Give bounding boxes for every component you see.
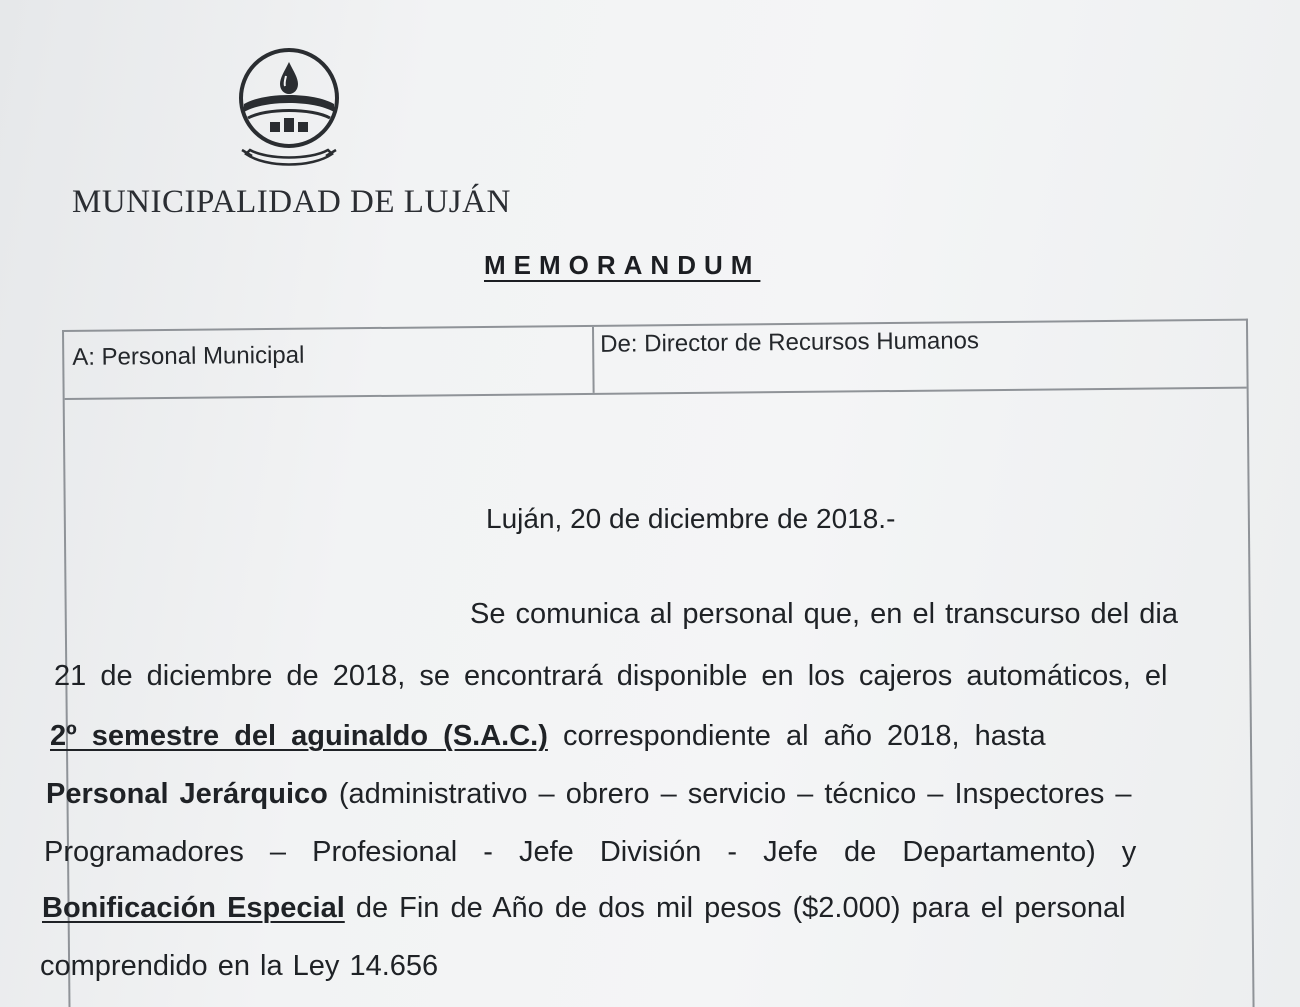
aguinaldo-highlight: 2º semestre del aguinaldo (S.A.C.) [50, 720, 548, 752]
body-line-5: Programadores – Profesional - Jefe División - Jefe de Departamento) y [44, 836, 1137, 868]
body-line-7: comprendido en la Ley 14.656 [40, 950, 439, 982]
memo-title: MEMORANDUM [484, 250, 761, 280]
body-line-6 [42, 892, 1126, 925]
memo-header-row [64, 321, 1247, 400]
body-line-4 [46, 778, 1132, 811]
sender-field: De: Director de Recursos Humanos [600, 327, 980, 358]
municipal-seal-icon [236, 46, 342, 174]
header-divider [592, 327, 595, 393]
memo-date: Luján, 20 de diciembre de 2018.- [486, 503, 896, 534]
body-line-2: 21 de diciembre de 2018, se encontrará disponible en los cajeros automáticos, el [54, 660, 1168, 692]
organization-name: MUNICIPALIDAD DE LUJÁN [72, 184, 511, 220]
bonificacion-highlight: Bonificación Especial [42, 892, 345, 924]
body-line-1: Se comunica al personal que, en el transcurso del dia [470, 598, 1178, 630]
body-line-6-rest: de Fin de Año de dos mil pesos ($2.000) para el personal [344, 892, 1126, 924]
body-line-4-rest: (administrativo – obrero – servicio – técnico – Inspectores – [327, 778, 1132, 810]
body-line-3-rest: correspondiente al año 2018, hasta [547, 720, 1046, 752]
personal-jerarquico-highlight: Personal Jerárquico [46, 778, 328, 810]
recipient-field: A: Personal Municipal [72, 341, 305, 371]
body-line-3 [50, 720, 1046, 753]
